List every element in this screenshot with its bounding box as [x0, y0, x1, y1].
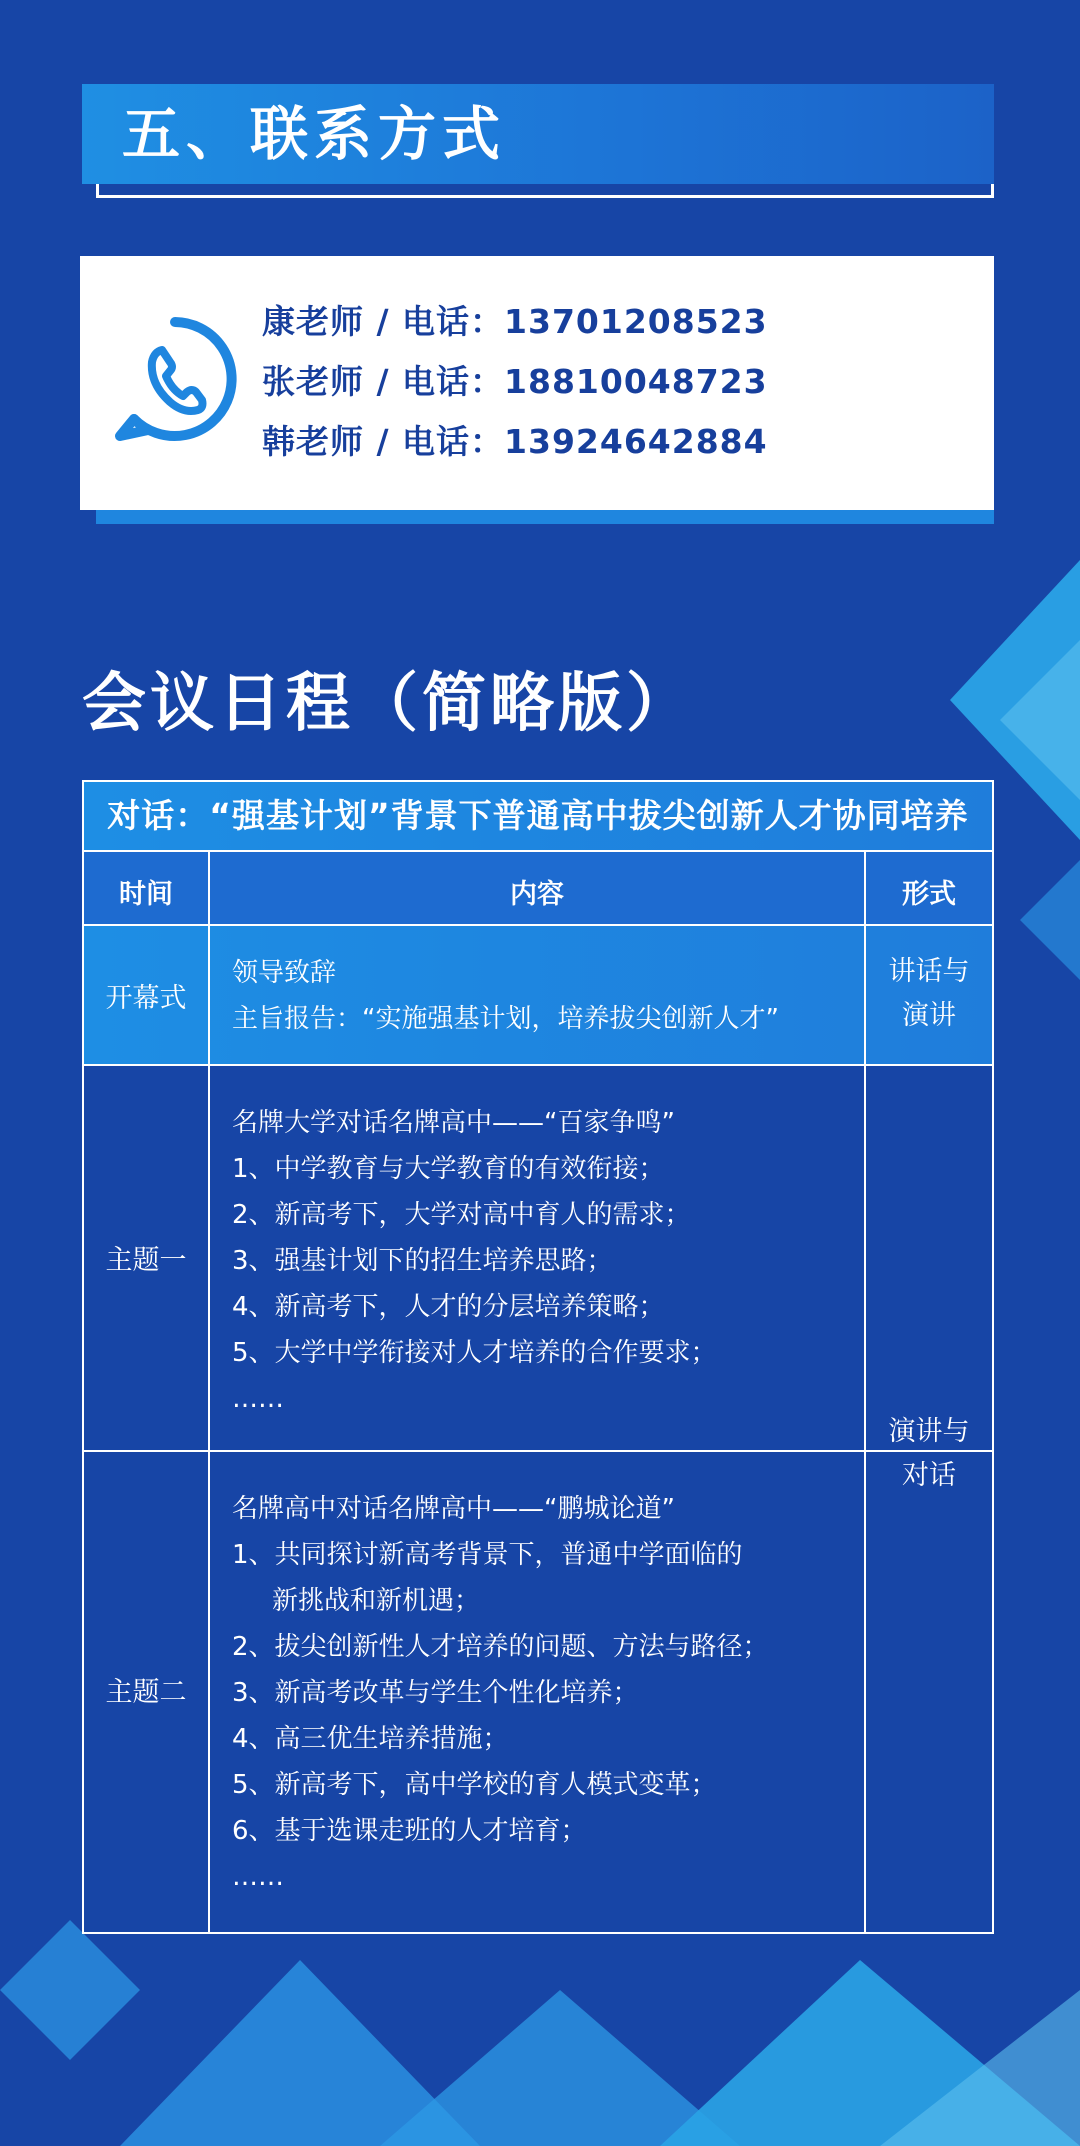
- opening-format: [866, 950, 992, 1038]
- column-divider-2: [864, 852, 866, 1932]
- column-divider-1: [208, 852, 210, 1932]
- opening-time: 开幕式: [105, 983, 187, 1014]
- themes-format-line: 对话: [902, 1460, 956, 1491]
- header-time: 时间: [119, 879, 173, 910]
- opening-line: 主旨报告：“实施强基计划，培养拔尖创新人才”: [232, 1004, 779, 1034]
- themes-format: [866, 1410, 992, 1498]
- theme2-line: ……: [232, 1862, 284, 1892]
- theme2-time: 主题二: [105, 1677, 187, 1708]
- contact-han: 韩老师 / 电话：13924642884: [262, 422, 768, 461]
- agenda-title: 会议日程（简略版）: [82, 667, 694, 741]
- theme1-line: 4、新高考下，人才的分层培养策略；: [232, 1292, 665, 1322]
- theme-divider: [84, 1450, 864, 1452]
- theme2-line: 1、共同探讨新高考背景下，普通中学面临的: [232, 1540, 743, 1570]
- table-row-theme2: [84, 1452, 992, 1932]
- contact-kang: 康老师 / 电话：13701208523: [262, 302, 768, 341]
- theme1-line: 1、中学教育与大学教育的有效衔接；: [232, 1154, 665, 1184]
- table-title-row: [84, 782, 992, 852]
- phone-icon: [110, 314, 240, 444]
- table-title: 对话：“强基计划”背景下普通高中拔尖创新人才协同培养: [107, 796, 969, 835]
- table-row-theme1: [84, 1066, 992, 1452]
- theme1-line: 名牌大学对话名牌高中——“百家争鸣”: [232, 1108, 675, 1138]
- theme1-line: ……: [232, 1384, 284, 1414]
- theme1-line: 5、大学中学衔接对人才培养的合作要求；: [232, 1338, 717, 1368]
- section-banner: [82, 84, 994, 184]
- theme2-line: 6、基于选课走班的人才培育；: [232, 1816, 587, 1846]
- opening-format-line: 讲话与: [888, 956, 970, 987]
- opening-content: [232, 950, 832, 1042]
- contact-card: [80, 256, 994, 510]
- opening-format-line: 演讲: [902, 1000, 956, 1031]
- theme1-content: [232, 1100, 832, 1422]
- agenda-table: [82, 780, 994, 1934]
- theme1-line: 3、强基计划下的招生培养思路；: [232, 1246, 613, 1276]
- opening-line: 领导致辞: [232, 958, 337, 988]
- theme2-line: 新挑战和新机遇；: [272, 1586, 481, 1616]
- theme2-line: 名牌高中对话名牌高中——“鹏城论道”: [232, 1494, 675, 1524]
- theme2-line: 4、高三优生培养措施；: [232, 1724, 509, 1754]
- contact-zhang: 张老师 / 电话：18810048723: [262, 362, 768, 401]
- themes-format-line: 演讲与: [888, 1416, 970, 1447]
- theme2-line: 5、新高考下，高中学校的育人模式变革；: [232, 1770, 717, 1800]
- header-format: 形式: [902, 879, 956, 910]
- theme1-line: 2、新高考下，大学对高中育人的需求；: [232, 1200, 691, 1230]
- theme2-line: 3、新高考改革与学生个性化培养；: [232, 1678, 639, 1708]
- theme2-line: 2、拔尖创新性人才培养的问题、方法与路径；: [232, 1632, 769, 1662]
- table-row-opening: [84, 926, 992, 1066]
- theme1-time: 主题一: [105, 1245, 187, 1276]
- theme2-content: [232, 1486, 832, 1900]
- table-header-row: [84, 852, 992, 926]
- section-title: 五、联系方式: [122, 100, 507, 168]
- header-content: 内容: [510, 879, 564, 910]
